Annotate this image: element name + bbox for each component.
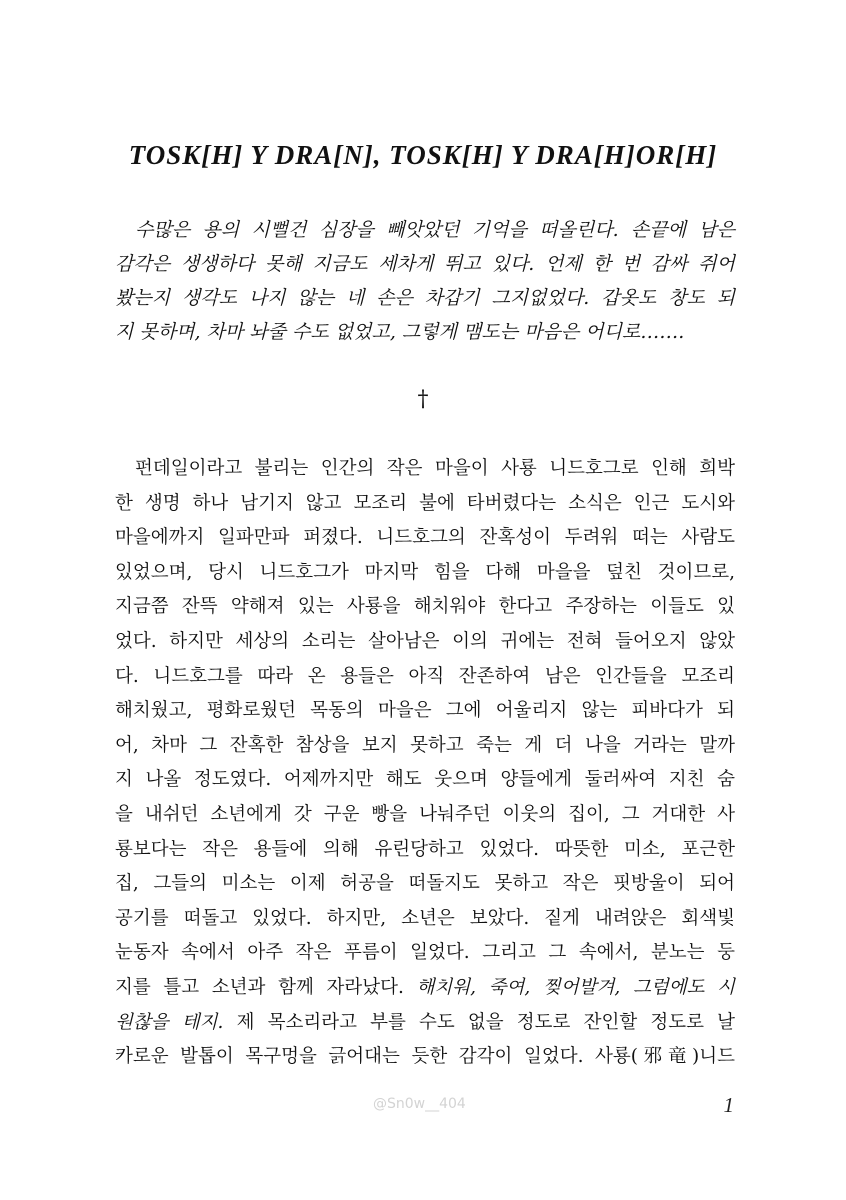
body-line — [115, 521, 735, 556]
body-line-text: 펀데일이라고 불리는 인간의 작은 마을이 사룡 니드호그로 인해 희박 — [135, 458, 735, 479]
body-line-text: 다. 니드호그를 따라 온 용들은 아직 잔존하여 남은 인간들을 모조리 — [115, 665, 735, 687]
body-line — [115, 729, 735, 764]
body-paragraph — [115, 452, 735, 1075]
body-line-text: 을 내쉬던 소년에게 갓 구운 빵을 나눠주던 이웃의 집이, 그 거대한 사 — [115, 803, 735, 825]
author-watermark: @Sn0w__404 — [373, 1096, 466, 1112]
body-line — [115, 763, 735, 798]
body-line — [115, 625, 735, 660]
body-line — [115, 867, 735, 902]
body-line-text: 눈동자 속에서 아주 작은 푸름이 일었다. 그리고 그 속에서, 분노는 둥 — [115, 942, 735, 964]
body-line-text: 지금쯤 잔뜩 약해져 있는 사룡을 해치워야 한다고 주장하는 이들도 있 — [115, 596, 735, 618]
epigraph-line: 봤는지 생각도 나지 않는 네 손은 차갑기 그지없었다. 갑옷도 창도 되 — [115, 287, 735, 309]
body-line-text: 마을에까지 일파만파 퍼졌다. 니드호그의 잔혹성이 두려워 떠는 사람도 — [115, 527, 735, 549]
body-line — [115, 660, 735, 695]
body-line — [115, 798, 735, 833]
page-footer — [0, 1093, 846, 1123]
body-line — [115, 694, 735, 729]
body-line-text: 집, 그들의 미소는 이제 허공을 떠돌지도 못하고 작은 핏방울이 되어 — [115, 873, 735, 895]
body-line — [115, 902, 735, 937]
section-separator-dagger: † — [417, 387, 429, 412]
epigraph — [115, 213, 735, 349]
body-line — [115, 1040, 735, 1075]
body-line-text: 룡보다는 작은 용들에 의해 유린당하고 있었다. 따뜻한 미소, 포근한 — [115, 838, 735, 860]
epigraph-line: 감각은 생생하다 못해 지금도 세차게 뛰고 있다. 언제 한 번 감싸 쥐어 — [115, 253, 735, 275]
body-line-text: 공기를 떠돌고 있었다. 하지만, 소년은 보았다. 짙게 내려앉은 회색빛 — [115, 907, 735, 929]
epigraph-line: 수많은 용의 시뻘건 심장을 빼앗았던 기억을 떠올린다. 손끝에 남은 — [135, 219, 735, 241]
body-line — [115, 1006, 735, 1041]
epigraph-line: 지 못하며, 차마 놔줄 수도 없었고, 그렇게 맴도는 마음은 어디로……. — [115, 321, 685, 343]
page-number: 1 — [723, 1093, 734, 1117]
body-line-text: 있었으며, 당시 니드호그가 마지막 힘을 다해 마을을 덮친 것이므로, — [115, 561, 735, 583]
body-line-text: 었다. 하지만 세상의 소리는 살아남은 이의 귀에는 전혀 들어오지 않았 — [115, 630, 735, 652]
body-line-italic: 해치워, 죽여, 찢어발겨, 그럼에도 시 — [416, 976, 735, 998]
body-line — [115, 936, 735, 971]
body-line — [115, 452, 735, 487]
body-line — [115, 556, 735, 591]
body-line-text: 지를 틀고 소년과 함께 자라났다. — [115, 976, 417, 998]
body-line-text: 지 나올 정도였다. 어제까지만 해도 웃으며 양들에게 둘러싸여 지친 숨 — [115, 769, 735, 791]
body-line-italic: 원찮을 테지. — [115, 1011, 224, 1033]
body-line-text: 제 목소리라고 부를 수도 없을 정도로 잔인할 정도로 날 — [223, 1011, 735, 1033]
body-line-text: 해치웠고, 평화로웠던 목동의 마을은 그에 어울리지 않는 피바다가 되 — [115, 700, 735, 722]
body-line-text: 한 생명 하나 남기지 않고 모조리 불에 타버렸다는 소식은 인근 도시와 — [115, 492, 735, 514]
body-line — [115, 590, 735, 625]
body-line — [115, 971, 735, 1006]
body-line — [115, 487, 735, 522]
body-line — [115, 833, 735, 868]
body-line-text: 어, 차마 그 잔혹한 참상을 보지 못하고 죽는 게 더 나을 거라는 말까 — [115, 734, 735, 756]
body-line-text: 카로운 발톱이 목구멍을 긁어대는 듯한 감각이 일었다. 사룡(邪竜)니드 — [115, 1046, 735, 1068]
chapter-title: TOSK[H] Y DRA[N], TOSK[H] Y DRA[H]OR[H] — [128, 140, 718, 170]
